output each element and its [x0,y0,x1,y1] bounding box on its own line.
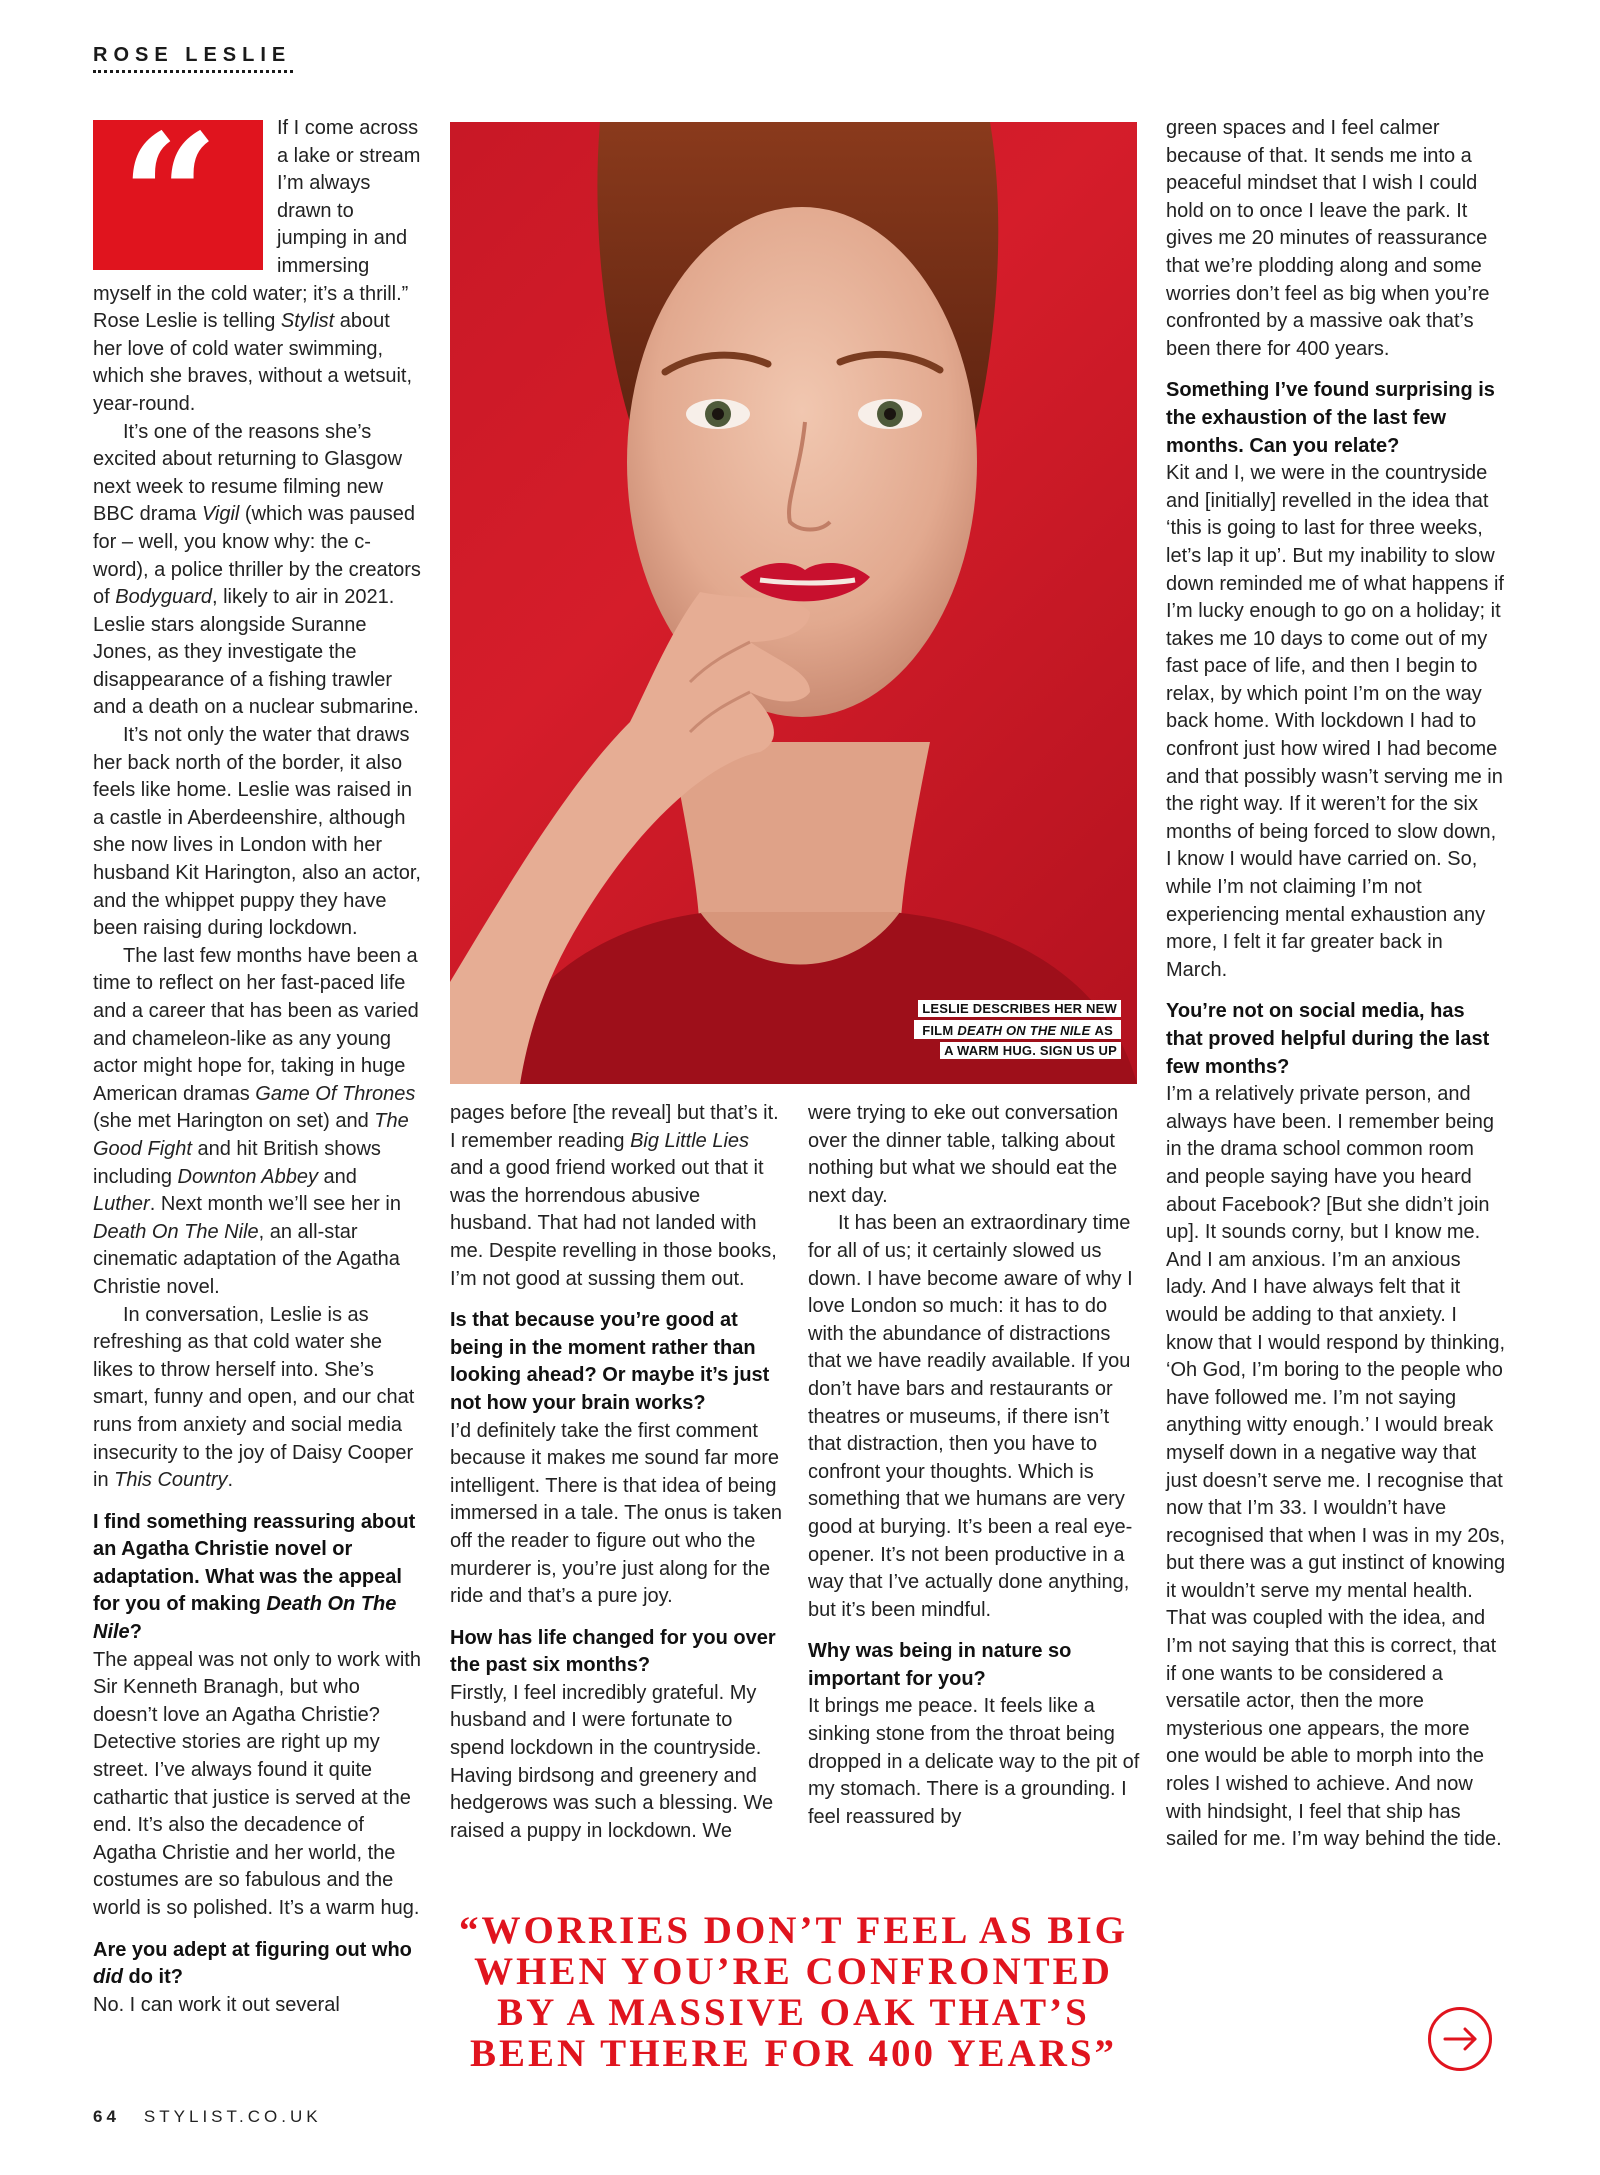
photo-caption [914,998,1121,1060]
interview-question: You’re not on social media, has that proved helpful during the last few months? [1166,1000,1490,1078]
site-url: STYLIST.CO.UK [143,2107,322,2126]
portrait-photo [450,122,1137,1084]
interview-question: I find something reassuring about an Agatha Christie novel or adaptation. What was the appeal for you of making Death On The Nile? [93,1510,416,1644]
pull-quote-line: BEEN THERE FOR 400 YEARS” [469,2032,1118,2075]
caption-line: A WARM HUG. SIGN US UP [940,1042,1121,1059]
interview-answer: No. I can work it out several [93,1993,340,2016]
interview-question: Is that because you’re good at being in the moment rather than looking ahead? Or maybe it’s just not how your brain works? [450,1309,770,1414]
running-head: ROSE LESLIE [93,44,292,66]
portrait-illustration [450,122,1137,1084]
intro-paragraph: If I come across a lake or stream I’m always drawn to jumping in and immersing myself in the cold water; it’s a thrill.” Rose Leslie is telling Stylist about her love of cold water swimming, which she braves, without a wetsuit, year-round. [93,117,421,415]
body-paragraph: It’s not only the water that draws her back north of the border, it also feels like home. Leslie was raised in a castle in Aberdeenshire, although she now lives in London with her husband Kit Harington, also an actor, and the whippet puppy they have been raising during lockdown. [93,724,421,940]
interview-answer: I’m a relatively private person, and always have been. I remember being in the drama school common room and people saying have you heard about Facebook? [But she didn’t join up]. It sounds corny, but I know me. And I am anxious. I’m an anxious lady. And I have always felt that it would be adding to that anxiety. I know that I would respond by thinking, ‘Oh God, I’m boring to the people who have followed me. I’m not saying anything witty enough.’ I would break myself down in a negative way that just doesn’t serve me. I recognise that now that I’m 33. I wouldn’t have recognised that when I was in my 20s, but there was a gut instinct of knowing it wouldn’t serve my mental health. That was coupled with the idea, and I’m not saying that this is correct, that if one wants to be considered a versatile actor, then the more mysterious one appears, the more one would be able to morph into the roles I wished to achieve. And now with hindsight, I feel that ship has sailed for me. I’m way behind the tide. [1166,1083,1506,1851]
arrow-right-icon [1431,2010,1489,2068]
interview-question: Why was being in nature so important for you? [808,1640,1072,1690]
pull-quote-line: “WORRIES DON’T FEEL AS BIG [459,1909,1128,1952]
page-number: 64 [93,2107,120,2126]
open-quote-glyph: “ [121,97,219,297]
body-paragraph: In conversation, Leslie is as refreshing as that cold water she likes to throw herself into. She’s smart, funny and open, and our chat runs from anxiety and social media insecurity to the joy of Daisy Cooper in This Country. [93,1303,415,1492]
interview-answer: The appeal was not only to work with Sir Kenneth Branagh, but who doesn’t love an Agatha Christie? Detective stories are right up my street. I’ve always found it quite cathartic that justice is served at the end. It’s also the decadence of Agatha Christie and her world, the costumes are so fabulous and the world is so polished. It’s a warm hug. [93,1648,421,1919]
running-head-dots [93,70,293,73]
page-footer [93,2107,322,2127]
interview-answer: were trying to eke out conversation over the dinner table, talking about nothing but what we should eat the next day. [808,1102,1119,1207]
pull-quote-line: WHEN YOU’RE CONFRONTED [474,1950,1113,1993]
caption-line: LESLIE DESCRIBES HER NEW [918,1000,1121,1017]
interview-question: Are you adept at figuring out who did do it? [93,1938,412,1989]
body-paragraph: It’s one of the reasons she’s excited about returning to Glasgow next week to resume filming new BBC drama Vigil (which was paused for – well, you know why: the c-word), a police thriller by the creators of Bodyguard, likely to air in 2021. Leslie stars alongside Suranne Jones, as they investigate the disappearance of a fishing trawler and a death on a nuclear submarine. [93,420,421,719]
interview-answer: Firstly, I feel incredibly grateful. My husband and I were fortunate to spend lockdown in the countryside. Having birdsong and greenery and hedgerows was such a blessing. We raised a puppy in lockdown. We [450,1681,774,1842]
interview-question: How has life changed for you over the past six months? [450,1626,776,1677]
caption-line: FILMDEATH ON THE NILEAS [914,1020,1121,1039]
body-paragraph: The last few months have been a time to reflect on her fast-paced life and a career that has been as varied and chameleon-like as any young actor might hope for, taking in huge American dramas Game Of Thrones (she met Harington on set) and The Good Fight and hit British shows including Downton Abbey and Luther. Next month we’ll see her in Death On The Nile, an all-star cinematic adaptation of the Agatha Christie novel. [93,944,419,1298]
article-column-4 [808,1100,1143,1831]
interview-answer: Kit and I, we were in the countryside and [initially] revelled in the idea that ‘this is going to last for three weeks, let’s lap it up’. But my inability to slow down reminded me of what happens if I’m lucky enough to go on a holiday; it takes me 10 days to come out of my fast pace of life, and then I begin to relax, by which point I’m on the way back home. With lockdown I had to confront just how wired I had become and that possibly wasn’t serving me in the right way. If it weren’t for the six months of being forced to slow down, I know I would have carried on. So, while I’m not claiming I’m not experiencing mental exhaustion any more, I felt it far greater back in March. [1166,462,1504,981]
interview-answer: pages before [the reveal] but that’s it. I remember reading Big Little Lies and a good friend worked out that it was the horrendous abusive husband. That had not landed with me. Despite revelling in those books, I’m not good at sussing them out. [450,1102,779,1290]
pull-quote [450,1910,1137,2074]
article-column-5 [1166,115,1506,1854]
interview-answer: It brings me peace. It feels like a sinking stone from the throat being dropped in a delicate way to the pit of my stomach. There is a grounding. I feel reassured by [808,1695,1140,1828]
continue-arrow-button[interactable] [1428,2007,1492,2071]
article-column-3 [450,1100,785,1845]
interview-answer: green spaces and I feel calmer because of that. It sends me into a peaceful mindset that I wish I could hold on to once I leave the park. It gives me 20 minutes of reassurance that we’re plodding along and some worries don’t feel as big when you’re confronted by a massive oak that’s been there for 400 years. [1166,117,1490,360]
interview-answer: It has been an extraordinary time for all of us; it certainly slowed us down. I have become aware of why I love London so much: it has to do with the abundance of distractions that we have readily available. If you don’t have bars and restaurants or theatres or museums, if there isn’t that distraction, then you have to confront your thoughts. Which is something that we humans are very good at burying. It’s been a real eye-opener. It’s not been productive in a way that I’ve actually done anything, but it’s been mindful. [808,1212,1133,1621]
pull-quote-line: BY A MASSIVE OAK THAT’S [497,1991,1090,2034]
interview-answer: I’d definitely take the first comment because it makes me sound far more intelligent. There is that idea of being immersed in a tale. The onus is taken off the reader to figure out who the murderer is, you’re just along for the ride and that’s a pure joy. [450,1419,783,1608]
article-column-1 [93,97,423,2019]
dropquote-box [93,97,263,297]
interview-question: Something I’ve found surprising is the exhaustion of the last few months. Can you relate? [1166,379,1495,457]
